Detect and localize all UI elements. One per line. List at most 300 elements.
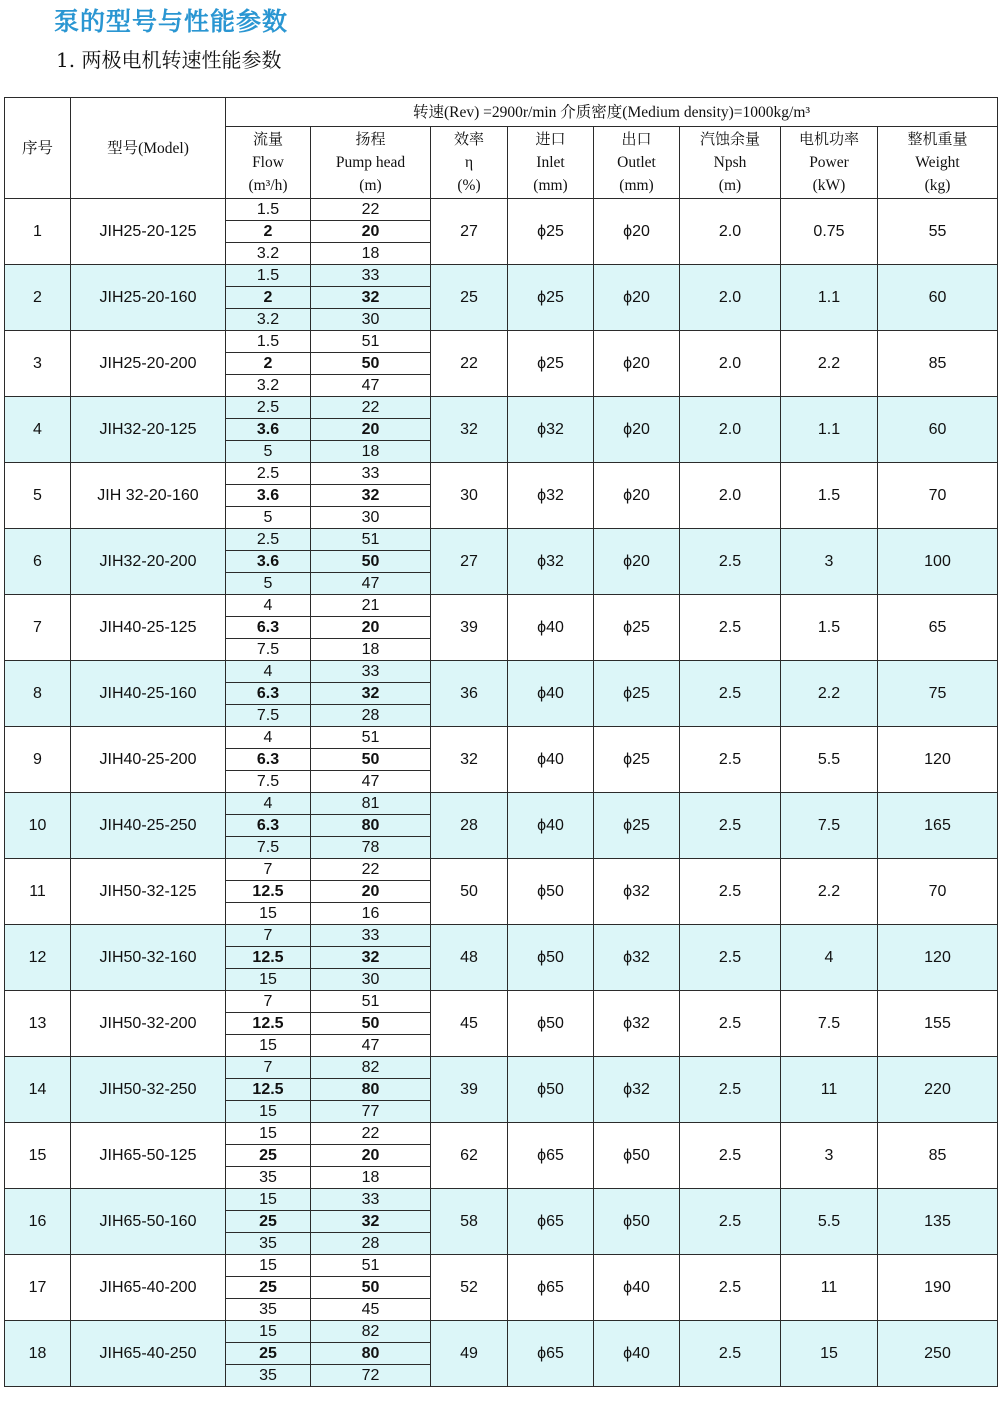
cell-power: 1.5 bbox=[781, 463, 878, 529]
cell-head: 78 bbox=[311, 837, 431, 859]
cell-no: 6 bbox=[5, 529, 71, 595]
cell-power: 2.2 bbox=[781, 331, 878, 397]
cell-outlet: ϕ50 bbox=[594, 1123, 680, 1189]
header-weight-unit: (kg) bbox=[924, 177, 951, 194]
cell-flow: 25 bbox=[226, 1277, 311, 1299]
cell-head: 47 bbox=[311, 375, 431, 397]
cell-npsh: 2.5 bbox=[680, 1189, 781, 1255]
cell-head: 18 bbox=[311, 639, 431, 661]
cell-npsh: 2.5 bbox=[680, 595, 781, 661]
cell-inlet: ϕ65 bbox=[508, 1255, 594, 1321]
cell-head: 32 bbox=[311, 485, 431, 507]
header-flow bbox=[226, 127, 311, 199]
header-efficiency bbox=[431, 127, 508, 199]
header-outlet-cn: 出口 bbox=[621, 130, 652, 148]
cell-no: 3 bbox=[5, 331, 71, 397]
cell-head: 32 bbox=[311, 1211, 431, 1233]
cell-head: 20 bbox=[311, 881, 431, 903]
cell-power: 4 bbox=[781, 925, 878, 991]
cell-flow: 1.5 bbox=[226, 199, 311, 221]
cell-weight: 120 bbox=[878, 727, 998, 793]
cell-no: 13 bbox=[5, 991, 71, 1057]
cell-power: 15 bbox=[781, 1321, 878, 1387]
cell-no: 17 bbox=[5, 1255, 71, 1321]
cell-head: 20 bbox=[311, 617, 431, 639]
header-outlet bbox=[594, 127, 680, 199]
table-row bbox=[5, 859, 998, 881]
cell-inlet: ϕ40 bbox=[508, 661, 594, 727]
header-flow-en: Flow bbox=[252, 154, 284, 171]
cell-flow: 2.5 bbox=[226, 529, 311, 551]
cell-npsh: 2.5 bbox=[680, 529, 781, 595]
cell-no: 16 bbox=[5, 1189, 71, 1255]
cell-flow: 2 bbox=[226, 287, 311, 309]
cell-flow: 7 bbox=[226, 925, 311, 947]
cell-head: 30 bbox=[311, 309, 431, 331]
cell-efficiency: 32 bbox=[431, 397, 508, 463]
cell-no: 5 bbox=[5, 463, 71, 529]
cell-efficiency: 28 bbox=[431, 793, 508, 859]
cell-power: 0.75 bbox=[781, 199, 878, 265]
cell-head: 80 bbox=[311, 815, 431, 837]
cell-inlet: ϕ50 bbox=[508, 1057, 594, 1123]
cell-model: JIH 32-20-160 bbox=[71, 463, 226, 529]
cell-flow: 15 bbox=[226, 1101, 311, 1123]
cell-head: 28 bbox=[311, 705, 431, 727]
header-npsh bbox=[680, 127, 781, 199]
cell-weight: 250 bbox=[878, 1321, 998, 1387]
cell-efficiency: 39 bbox=[431, 1057, 508, 1123]
cell-npsh: 2.5 bbox=[680, 1321, 781, 1387]
cell-no: 18 bbox=[5, 1321, 71, 1387]
header-outlet-unit: (mm) bbox=[619, 177, 654, 194]
cell-npsh: 2.5 bbox=[680, 1057, 781, 1123]
table-row bbox=[5, 991, 998, 1013]
cell-head: 50 bbox=[311, 551, 431, 573]
cell-outlet: ϕ20 bbox=[594, 265, 680, 331]
cell-head: 80 bbox=[311, 1343, 431, 1365]
header-inlet-en: Inlet bbox=[536, 154, 565, 171]
cell-flow: 2 bbox=[226, 353, 311, 375]
header-head-cn: 扬程 bbox=[355, 130, 386, 148]
cell-power: 7.5 bbox=[781, 793, 878, 859]
cell-flow: 4 bbox=[226, 661, 311, 683]
header-head-en: Pump head bbox=[335, 154, 406, 171]
cell-outlet: ϕ32 bbox=[594, 859, 680, 925]
cell-flow: 1.5 bbox=[226, 265, 311, 287]
cell-flow: 7 bbox=[226, 1057, 311, 1079]
cell-head: 50 bbox=[311, 749, 431, 771]
cell-head: 45 bbox=[311, 1299, 431, 1321]
table-row bbox=[5, 463, 998, 485]
header-npsh-unit: (m) bbox=[718, 177, 742, 194]
cell-no: 14 bbox=[5, 1057, 71, 1123]
cell-head: 18 bbox=[311, 441, 431, 463]
cell-npsh: 2.5 bbox=[680, 925, 781, 991]
cell-inlet: ϕ50 bbox=[508, 859, 594, 925]
cell-weight: 135 bbox=[878, 1189, 998, 1255]
cell-flow: 3.6 bbox=[226, 551, 311, 573]
cell-flow: 12.5 bbox=[226, 881, 311, 903]
cell-flow: 35 bbox=[226, 1167, 311, 1189]
cell-no: 8 bbox=[5, 661, 71, 727]
table-row bbox=[5, 265, 998, 287]
cell-weight: 60 bbox=[878, 397, 998, 463]
header-npsh-en: Npsh bbox=[713, 154, 747, 171]
cell-efficiency: 52 bbox=[431, 1255, 508, 1321]
cell-inlet: ϕ65 bbox=[508, 1123, 594, 1189]
cell-outlet: ϕ40 bbox=[594, 1255, 680, 1321]
table-row bbox=[5, 595, 998, 617]
cell-weight: 100 bbox=[878, 529, 998, 595]
cell-head: 33 bbox=[311, 1189, 431, 1211]
cell-no: 15 bbox=[5, 1123, 71, 1189]
cell-inlet: ϕ50 bbox=[508, 925, 594, 991]
header-weight bbox=[878, 127, 998, 199]
cell-head: 47 bbox=[311, 771, 431, 793]
cell-outlet: ϕ50 bbox=[594, 1189, 680, 1255]
cell-flow: 2.5 bbox=[226, 463, 311, 485]
pump-spec-table bbox=[4, 97, 998, 1387]
cell-head: 22 bbox=[311, 1123, 431, 1145]
cell-npsh: 2.0 bbox=[680, 331, 781, 397]
cell-outlet: ϕ20 bbox=[594, 199, 680, 265]
cell-head: 81 bbox=[311, 793, 431, 815]
header-flow-cn: 流量 bbox=[252, 130, 283, 148]
cell-flow: 7 bbox=[226, 991, 311, 1013]
table-row bbox=[5, 925, 998, 947]
cell-weight: 55 bbox=[878, 199, 998, 265]
cell-inlet: ϕ25 bbox=[508, 199, 594, 265]
cell-npsh: 2.5 bbox=[680, 661, 781, 727]
cell-head: 28 bbox=[311, 1233, 431, 1255]
cell-head: 82 bbox=[311, 1057, 431, 1079]
cell-head: 51 bbox=[311, 1255, 431, 1277]
cell-flow: 6.3 bbox=[226, 749, 311, 771]
cell-efficiency: 25 bbox=[431, 265, 508, 331]
header-npsh-cn: 汽蚀余量 bbox=[699, 130, 760, 148]
cell-flow: 7 bbox=[226, 859, 311, 881]
cell-inlet: ϕ32 bbox=[508, 529, 594, 595]
header-power-cn: 电机功率 bbox=[798, 130, 859, 148]
cell-flow: 35 bbox=[226, 1299, 311, 1321]
cell-flow: 6.3 bbox=[226, 683, 311, 705]
cell-head: 51 bbox=[311, 529, 431, 551]
cell-flow: 15 bbox=[226, 1123, 311, 1145]
table-row bbox=[5, 1057, 998, 1079]
header-efficiency-cn: 效率 bbox=[453, 130, 484, 148]
cell-power: 11 bbox=[781, 1057, 878, 1123]
cell-head: 32 bbox=[311, 947, 431, 969]
cell-flow: 2 bbox=[226, 221, 311, 243]
cell-weight: 70 bbox=[878, 463, 998, 529]
cell-flow: 5 bbox=[226, 441, 311, 463]
cell-npsh: 2.0 bbox=[680, 199, 781, 265]
cell-flow: 12.5 bbox=[226, 947, 311, 969]
cell-flow: 12.5 bbox=[226, 1013, 311, 1035]
header-weight-en: Weight bbox=[915, 154, 960, 171]
cell-flow: 12.5 bbox=[226, 1079, 311, 1101]
cell-npsh: 2.5 bbox=[680, 1123, 781, 1189]
cell-flow: 3.6 bbox=[226, 485, 311, 507]
cell-model: JIH65-40-250 bbox=[71, 1321, 226, 1387]
header-head-unit: (m) bbox=[359, 177, 382, 194]
cell-power: 1.5 bbox=[781, 595, 878, 661]
cell-inlet: ϕ50 bbox=[508, 991, 594, 1057]
cell-power: 1.1 bbox=[781, 397, 878, 463]
cell-weight: 70 bbox=[878, 859, 998, 925]
cell-head: 47 bbox=[311, 1035, 431, 1057]
cell-inlet: ϕ40 bbox=[508, 793, 594, 859]
cell-inlet: ϕ25 bbox=[508, 265, 594, 331]
cell-power: 11 bbox=[781, 1255, 878, 1321]
cell-model: JIH40-25-160 bbox=[71, 661, 226, 727]
cell-head: 21 bbox=[311, 595, 431, 617]
cell-weight: 165 bbox=[878, 793, 998, 859]
cell-model: JIH50-32-250 bbox=[71, 1057, 226, 1123]
cell-flow: 3.6 bbox=[226, 419, 311, 441]
cell-outlet: ϕ25 bbox=[594, 595, 680, 661]
cell-head: 16 bbox=[311, 903, 431, 925]
cell-model: JIH25-20-125 bbox=[71, 199, 226, 265]
table-row bbox=[5, 397, 998, 419]
cell-flow: 25 bbox=[226, 1145, 311, 1167]
cell-model: JIH65-40-200 bbox=[71, 1255, 226, 1321]
cell-model: JIH40-25-200 bbox=[71, 727, 226, 793]
cell-weight: 85 bbox=[878, 1123, 998, 1189]
cell-outlet: ϕ40 bbox=[594, 1321, 680, 1387]
header-power bbox=[781, 127, 878, 199]
cell-outlet: ϕ25 bbox=[594, 661, 680, 727]
cell-head: 77 bbox=[311, 1101, 431, 1123]
header-inlet bbox=[508, 127, 594, 199]
cell-inlet: ϕ65 bbox=[508, 1189, 594, 1255]
cell-flow: 4 bbox=[226, 793, 311, 815]
cell-power: 3 bbox=[781, 1123, 878, 1189]
cell-efficiency: 39 bbox=[431, 595, 508, 661]
cell-model: JIH40-25-250 bbox=[71, 793, 226, 859]
cell-efficiency: 49 bbox=[431, 1321, 508, 1387]
cell-no: 11 bbox=[5, 859, 71, 925]
cell-weight: 65 bbox=[878, 595, 998, 661]
cell-flow: 3.2 bbox=[226, 309, 311, 331]
cell-flow: 7.5 bbox=[226, 639, 311, 661]
table-row bbox=[5, 331, 998, 353]
cell-weight: 75 bbox=[878, 661, 998, 727]
cell-flow: 7.5 bbox=[226, 771, 311, 793]
table-row bbox=[5, 1321, 998, 1343]
cell-no: 7 bbox=[5, 595, 71, 661]
cell-outlet: ϕ20 bbox=[594, 331, 680, 397]
cell-weight: 220 bbox=[878, 1057, 998, 1123]
cell-head: 47 bbox=[311, 573, 431, 595]
cell-power: 2.2 bbox=[781, 661, 878, 727]
cell-head: 22 bbox=[311, 397, 431, 419]
cell-flow: 15 bbox=[226, 1321, 311, 1343]
cell-flow: 5 bbox=[226, 573, 311, 595]
cell-model: JIH40-25-125 bbox=[71, 595, 226, 661]
table-row bbox=[5, 1189, 998, 1211]
cell-efficiency: 22 bbox=[431, 331, 508, 397]
cell-npsh: 2.5 bbox=[680, 859, 781, 925]
header-no: 序号 bbox=[5, 98, 71, 199]
cell-head: 33 bbox=[311, 463, 431, 485]
cell-flow: 15 bbox=[226, 1189, 311, 1211]
cell-inlet: ϕ65 bbox=[508, 1321, 594, 1387]
table-row bbox=[5, 1255, 998, 1277]
cell-head: 20 bbox=[311, 1145, 431, 1167]
cell-weight: 60 bbox=[878, 265, 998, 331]
cell-weight: 190 bbox=[878, 1255, 998, 1321]
header-efficiency-unit: (%) bbox=[457, 177, 481, 194]
cell-power: 2.2 bbox=[781, 859, 878, 925]
cell-efficiency: 36 bbox=[431, 661, 508, 727]
cell-weight: 155 bbox=[878, 991, 998, 1057]
cell-no: 9 bbox=[5, 727, 71, 793]
cell-head: 82 bbox=[311, 1321, 431, 1343]
header-outlet-en: Outlet bbox=[617, 154, 656, 171]
cell-npsh: 2.5 bbox=[680, 1255, 781, 1321]
cell-efficiency: 32 bbox=[431, 727, 508, 793]
cell-efficiency: 62 bbox=[431, 1123, 508, 1189]
cell-inlet: ϕ25 bbox=[508, 331, 594, 397]
cell-efficiency: 58 bbox=[431, 1189, 508, 1255]
header-flow-unit: (m³/h) bbox=[248, 177, 288, 194]
cell-flow: 25 bbox=[226, 1211, 311, 1233]
cell-inlet: ϕ40 bbox=[508, 595, 594, 661]
cell-head: 22 bbox=[311, 859, 431, 881]
cell-flow: 1.5 bbox=[226, 331, 311, 353]
cell-efficiency: 30 bbox=[431, 463, 508, 529]
cell-flow: 4 bbox=[226, 727, 311, 749]
cell-model: JIH50-32-125 bbox=[71, 859, 226, 925]
table-body bbox=[5, 199, 998, 1387]
cell-no: 2 bbox=[5, 265, 71, 331]
cell-flow: 7.5 bbox=[226, 837, 311, 859]
cell-no: 1 bbox=[5, 199, 71, 265]
header-inlet-unit: (mm) bbox=[533, 177, 568, 194]
cell-outlet: ϕ20 bbox=[594, 463, 680, 529]
cell-outlet: ϕ32 bbox=[594, 1057, 680, 1123]
cell-model: JIH65-50-160 bbox=[71, 1189, 226, 1255]
table-row bbox=[5, 661, 998, 683]
header-inlet-cn: 进口 bbox=[535, 130, 566, 148]
cell-head: 50 bbox=[311, 353, 431, 375]
table-row bbox=[5, 727, 998, 749]
section-subtitle: 1. 两极电机转速性能参数 bbox=[56, 48, 282, 72]
table-row bbox=[5, 529, 998, 551]
cell-model: JIH25-20-160 bbox=[71, 265, 226, 331]
cell-model: JIH65-50-125 bbox=[71, 1123, 226, 1189]
cell-flow: 35 bbox=[226, 1233, 311, 1255]
cell-flow: 6.3 bbox=[226, 617, 311, 639]
header-model: 型号(Model) bbox=[71, 98, 226, 199]
cell-flow: 5 bbox=[226, 507, 311, 529]
table-header bbox=[5, 98, 998, 199]
cell-flow: 6.3 bbox=[226, 815, 311, 837]
cell-head: 51 bbox=[311, 991, 431, 1013]
header-weight-cn: 整机重量 bbox=[907, 130, 968, 148]
cell-head: 32 bbox=[311, 287, 431, 309]
header-efficiency-en: η bbox=[464, 154, 474, 171]
table-row bbox=[5, 199, 998, 221]
cell-flow: 15 bbox=[226, 903, 311, 925]
cell-flow: 25 bbox=[226, 1343, 311, 1365]
cell-head: 72 bbox=[311, 1365, 431, 1387]
cell-head: 50 bbox=[311, 1277, 431, 1299]
cell-npsh: 2.5 bbox=[680, 793, 781, 859]
cell-outlet: ϕ25 bbox=[594, 727, 680, 793]
cell-flow: 15 bbox=[226, 1035, 311, 1057]
cell-model: JIH50-32-200 bbox=[71, 991, 226, 1057]
cell-head: 33 bbox=[311, 661, 431, 683]
cell-power: 5.5 bbox=[781, 1189, 878, 1255]
cell-npsh: 2.0 bbox=[680, 265, 781, 331]
cell-outlet: ϕ20 bbox=[594, 529, 680, 595]
cell-flow: 4 bbox=[226, 595, 311, 617]
cell-flow: 15 bbox=[226, 969, 311, 991]
cell-outlet: ϕ25 bbox=[594, 793, 680, 859]
cell-weight: 85 bbox=[878, 331, 998, 397]
cell-no: 12 bbox=[5, 925, 71, 991]
cell-outlet: ϕ20 bbox=[594, 397, 680, 463]
cell-flow: 2.5 bbox=[226, 397, 311, 419]
cell-inlet: ϕ32 bbox=[508, 463, 594, 529]
cell-flow: 15 bbox=[226, 1255, 311, 1277]
cell-efficiency: 27 bbox=[431, 529, 508, 595]
cell-head: 50 bbox=[311, 1013, 431, 1035]
cell-efficiency: 27 bbox=[431, 199, 508, 265]
cell-head: 18 bbox=[311, 1167, 431, 1189]
header-power-en: Power bbox=[809, 154, 849, 171]
cell-efficiency: 50 bbox=[431, 859, 508, 925]
header-power-unit: (kW) bbox=[812, 177, 846, 194]
cell-model: JIH50-32-160 bbox=[71, 925, 226, 991]
cell-inlet: ϕ40 bbox=[508, 727, 594, 793]
cell-power: 5.5 bbox=[781, 727, 878, 793]
cell-no: 10 bbox=[5, 793, 71, 859]
cell-npsh: 2.0 bbox=[680, 397, 781, 463]
cell-efficiency: 48 bbox=[431, 925, 508, 991]
cell-power: 7.5 bbox=[781, 991, 878, 1057]
cell-outlet: ϕ32 bbox=[594, 925, 680, 991]
cell-power: 3 bbox=[781, 529, 878, 595]
cell-model: JIH32-20-125 bbox=[71, 397, 226, 463]
cell-npsh: 2.0 bbox=[680, 463, 781, 529]
cell-flow: 7.5 bbox=[226, 705, 311, 727]
cell-no: 4 bbox=[5, 397, 71, 463]
header-condition: 转速(Rev) =2900r/min 介质密度(Medium density)=1000kg/m³ bbox=[226, 98, 998, 127]
cell-outlet: ϕ32 bbox=[594, 991, 680, 1057]
table-row bbox=[5, 1123, 998, 1145]
cell-efficiency: 45 bbox=[431, 991, 508, 1057]
cell-power: 1.1 bbox=[781, 265, 878, 331]
cell-head: 30 bbox=[311, 969, 431, 991]
header-head bbox=[311, 127, 431, 199]
cell-head: 20 bbox=[311, 221, 431, 243]
cell-head: 51 bbox=[311, 727, 431, 749]
cell-flow: 3.2 bbox=[226, 243, 311, 265]
cell-head: 51 bbox=[311, 331, 431, 353]
cell-head: 80 bbox=[311, 1079, 431, 1101]
cell-head: 22 bbox=[311, 199, 431, 221]
page-title: 泵的型号与性能参数 bbox=[54, 7, 289, 36]
cell-head: 20 bbox=[311, 419, 431, 441]
cell-inlet: ϕ32 bbox=[508, 397, 594, 463]
cell-weight: 120 bbox=[878, 925, 998, 991]
cell-head: 30 bbox=[311, 507, 431, 529]
cell-npsh: 2.5 bbox=[680, 727, 781, 793]
